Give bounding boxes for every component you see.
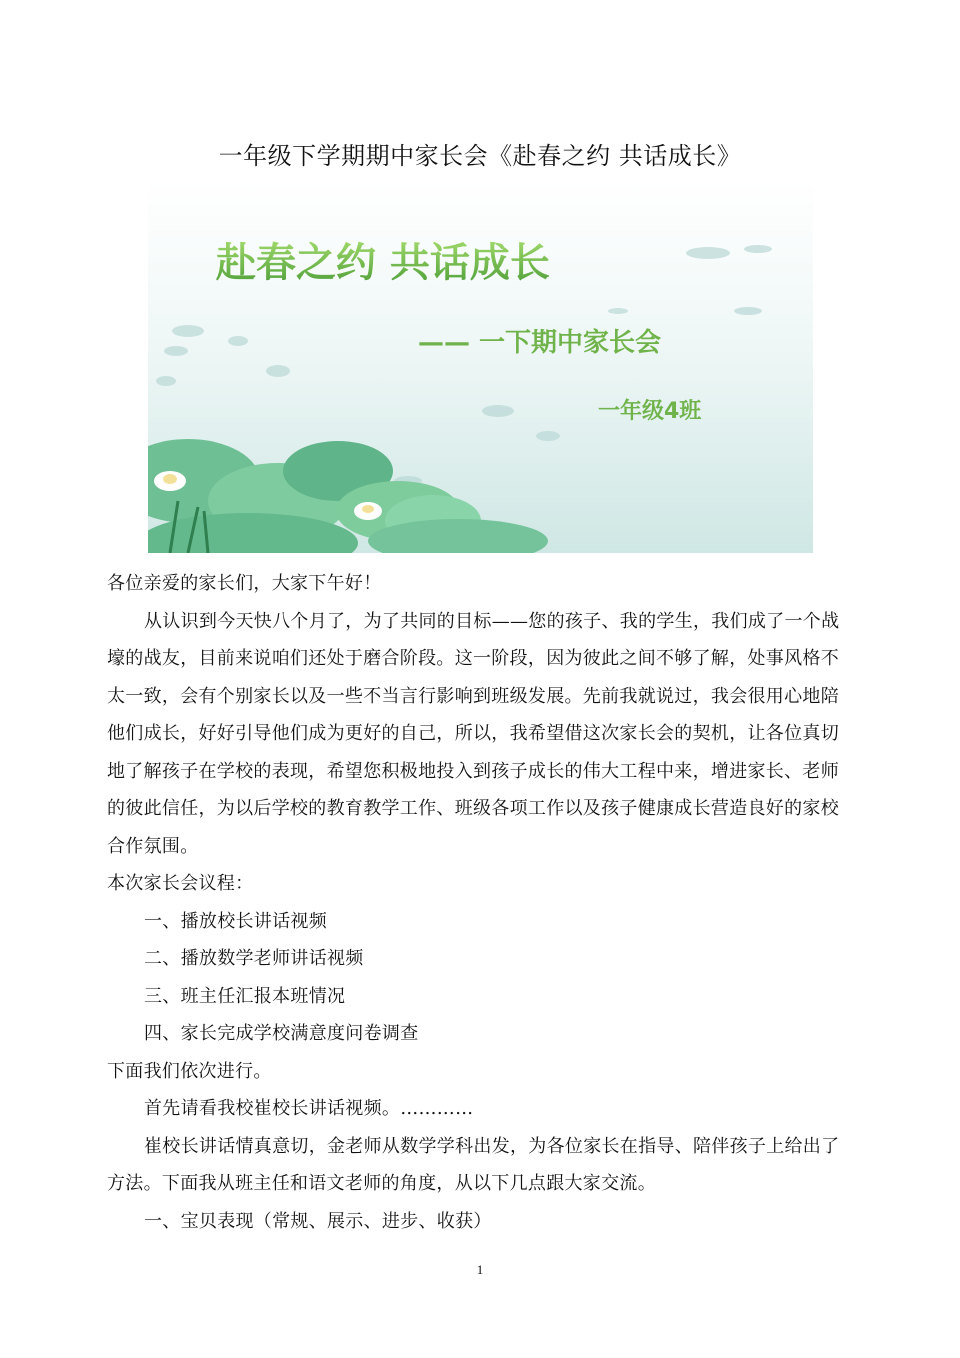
agenda-item: 四、家长完成学校满意度问卷调查 <box>144 1023 419 1044</box>
page-number: 1 <box>476 1262 484 1277</box>
agenda-item: 一、播放校长讲话视频 <box>144 910 327 932</box>
document-title: 一年级下学期期中家长会《赴春之约 共话成长》 <box>218 142 742 170</box>
transition-line: 下面我们依次进行。 <box>107 1060 272 1082</box>
intro-paragraph: 从认识到今天快八个月了，为了共同的目标——您的孩子、我的学生，我们成了一个战壕的战友，目前来说咱们还处于磨合阶段。这一阶段，因为彼此之间不够了解，处事风格不太一致，会有个别家长以及一些不当言行影响到班级发展。先前我就说过，我会很用心地陪他们成长，好好引导他们成为更好的自己，所以，我希望借这次家长会的契机，让各位真切地了解孩子在学校的表现，希望您积极地投入到孩子成长的伟大工程中来，增进家长、老师的彼此信任，为以后学校的教育教学工作、班级各项工作以及孩子健康成长营造良好的家校合作氛围。 <box>107 610 840 857</box>
banner-illustration <box>148 181 813 553</box>
banner-subline: —— 一下期中家长会 <box>418 328 662 358</box>
summary-paragraph: 崔校长讲话情真意切，金老师从数学学科出发，为各位家长在指导、陪伴孩子上给出了方法。下面我从班主任和语文老师的角度，从以下几点跟大家交流。 <box>107 1135 840 1194</box>
document-body <box>107 565 855 1240</box>
banner-headline: 赴春之约 共话成长 <box>216 240 550 286</box>
greeting: 各位亲爱的家长们，大家下午好！ <box>107 573 382 594</box>
agenda-heading: 本次家长会议程： <box>107 873 254 894</box>
banner-image <box>148 181 813 553</box>
agenda-item: 二、播放数学老师讲话视频 <box>144 948 364 969</box>
agenda-item: 三、班主任汇报本班情况 <box>144 985 346 1007</box>
video-line: 首先请看我校崔校长讲话视频。………… <box>144 1098 474 1119</box>
banner-class-label: 一年级4班 <box>598 399 702 424</box>
section-heading: 一、宝贝表现（常规、展示、进步、收获） <box>144 1210 492 1232</box>
